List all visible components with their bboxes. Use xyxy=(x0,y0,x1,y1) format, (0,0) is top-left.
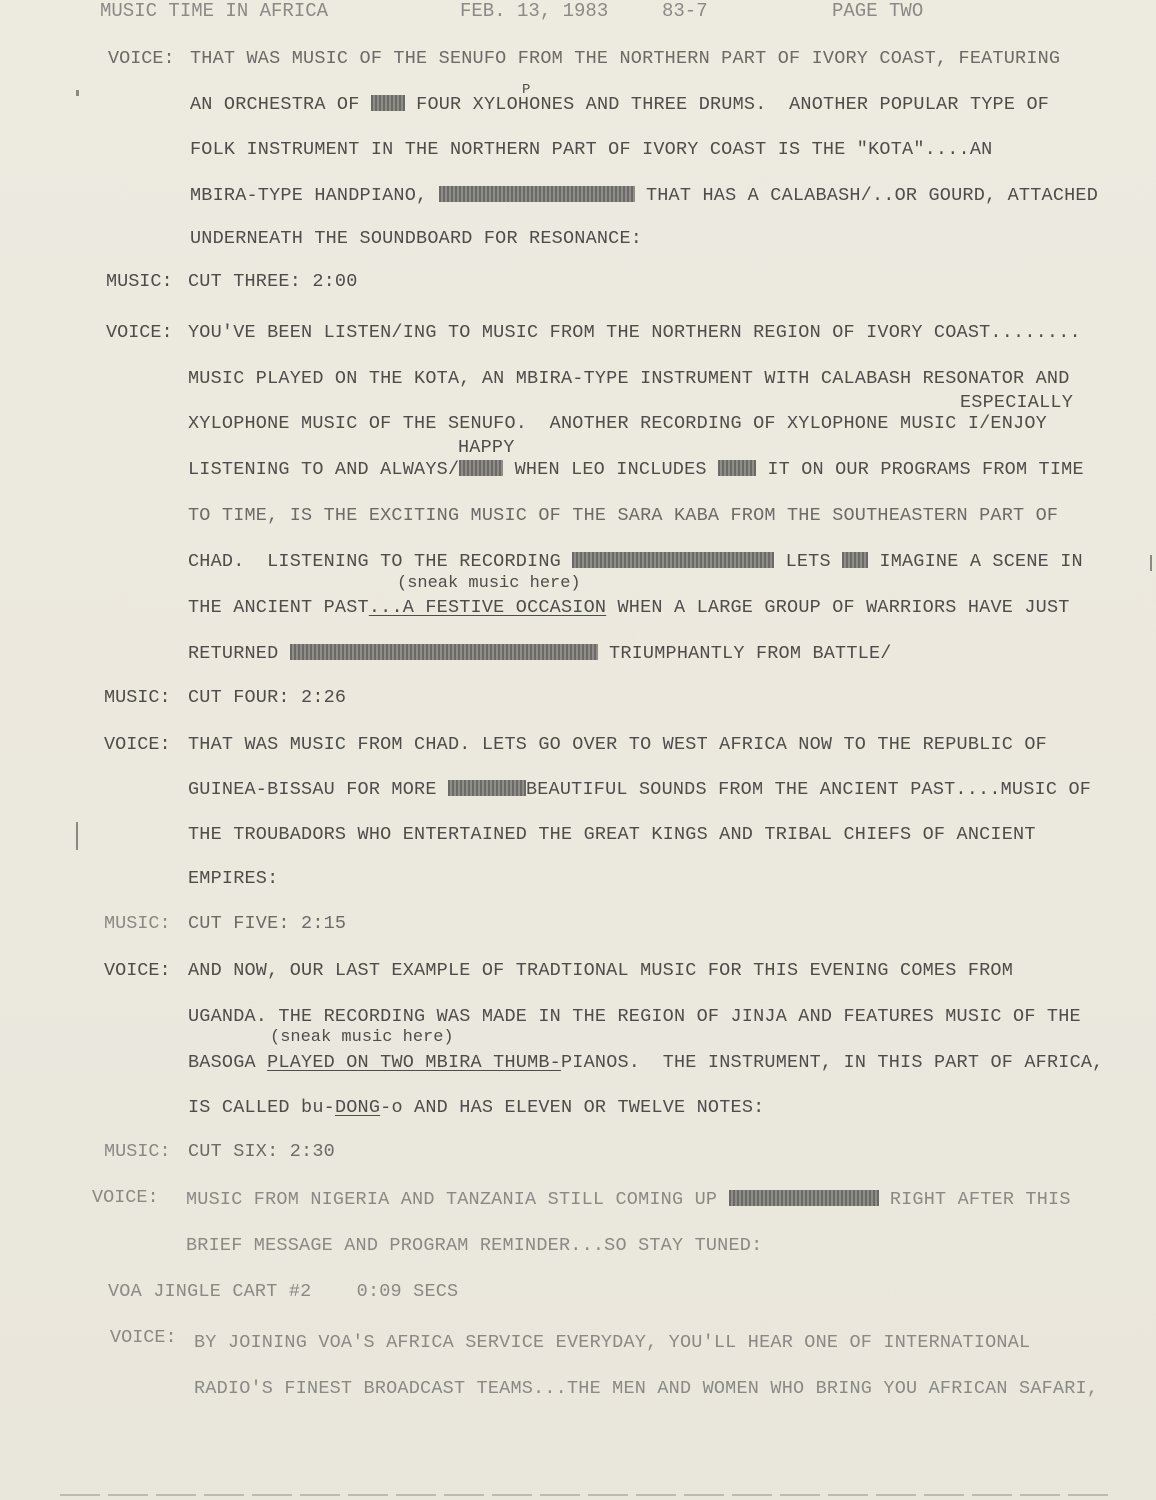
script-line: FOLK INSTRUMENT IN THE NORTHERN PART OF IVORY COAST IS THE "KOTA"....AN xyxy=(190,139,993,160)
script-line: MUSIC FROM NIGERIA AND TANZANIA STILL COMING UP RIGHT AFTER THIS xyxy=(186,1189,1071,1210)
script-line: XYLOPHONE MUSIC OF THE SENUFO. ANOTHER RECORDING OF XYLOPHONE MUSIC I/ENJOY xyxy=(188,413,1047,434)
script-line: BY JOINING VOA'S AFRICA SERVICE EVERYDAY, YOU'LL HEAR ONE OF INTERNATIONAL xyxy=(194,1332,1031,1353)
handwritten-note: (sneak music here) xyxy=(270,1028,454,1047)
music-cue: CUT FIVE: 2:15 xyxy=(188,913,347,934)
script-line: LISTENING TO AND ALWAYS/ WHEN LEO INCLUDES IT ON OUR PROGRAMS FROM TIME xyxy=(188,459,1084,480)
program-title: MUSIC TIME IN AFRICA xyxy=(100,0,329,22)
handwritten-note: (sneak music here) xyxy=(397,574,581,593)
music-cue: CUT FOUR: 2:26 xyxy=(188,687,347,708)
page-header xyxy=(0,0,1156,26)
script-line: BRIEF MESSAGE AND PROGRAM REMINDER...SO STAY TUNED: xyxy=(186,1235,763,1256)
speaker-voice: VOICE: xyxy=(92,1187,159,1208)
script-line: RADIO'S FINEST BROADCAST TEAMS...THE MEN AND WOMEN WHO BRING YOU AFRICAN SAFARI, xyxy=(194,1378,1099,1399)
script-line: MBIRA-TYPE HANDPIANO, THAT HAS A CALABASH/..OR GOURD, ATTACHED xyxy=(190,185,1099,206)
jingle-cue: VOA JINGLE CART #2 0:09 SECS xyxy=(108,1281,459,1302)
broadcast-date: FEB. 13, 1983 xyxy=(460,0,609,22)
speaker-voice: VOICE: xyxy=(104,960,171,981)
speaker-voice: VOICE: xyxy=(106,322,173,343)
speaker-music: MUSIC: xyxy=(104,687,171,708)
speaker-music: MUSIC: xyxy=(104,913,171,934)
music-cue: CUT SIX: 2:30 xyxy=(188,1141,335,1162)
handwritten-insert: P xyxy=(522,82,531,98)
margin-mark xyxy=(76,90,79,96)
script-line: GUINEA-BISSAU FOR MORE BEAUTIFUL SOUNDS FROM THE ANCIENT PAST....MUSIC OF xyxy=(188,779,1092,800)
script-line: BASOGA PLAYED ON TWO MBIRA THUMB-PIANOS. THE INSTRUMENT, IN THIS PART OF AFRICA, xyxy=(188,1052,1104,1073)
script-line: THAT WAS MUSIC FROM CHAD. LETS GO OVER TO WEST AFRICA NOW TO THE REPUBLIC OF xyxy=(188,734,1047,755)
speaker-voice: VOICE: xyxy=(110,1327,177,1348)
program-code: 83-7 xyxy=(662,0,708,22)
script-line: THE ANCIENT PAST...A FESTIVE OCCASION WHEN A LARGE GROUP OF WARRIORS HAVE JUST xyxy=(188,597,1070,618)
bottom-edge-rule xyxy=(60,1494,1110,1496)
handwritten-insert: ESPECIALLY xyxy=(960,392,1074,413)
page-number: PAGE TWO xyxy=(832,0,924,22)
script-line: EMPIRES: xyxy=(188,868,279,889)
script-line: UGANDA. THE RECORDING WAS MADE IN THE REGION OF JINJA AND FEATURES MUSIC OF THE xyxy=(188,1006,1081,1027)
script-line: CHAD. LISTENING TO THE RECORDING LETS IMAGINE A SCENE IN xyxy=(188,551,1083,572)
script-line: AND NOW, OUR LAST EXAMPLE OF TRADTIONAL MUSIC FOR THIS EVENING COMES FROM xyxy=(188,960,1014,981)
music-cue: CUT THREE: 2:00 xyxy=(188,271,358,292)
script-line: YOU'VE BEEN LISTEN/ING TO MUSIC FROM THE NORTHERN REGION OF IVORY COAST........ xyxy=(188,322,1081,343)
speaker-music: MUSIC: xyxy=(104,1141,171,1162)
speaker-voice: VOICE: xyxy=(104,734,171,755)
script-line: UNDERNEATH THE SOUNDBOARD FOR RESONANCE: xyxy=(190,228,643,249)
margin-mark xyxy=(1150,555,1152,571)
script-line: THAT WAS MUSIC OF THE SENUFO FROM THE NORTHERN PART OF IVORY COAST, FEATURING xyxy=(190,48,1061,69)
script-line: TO TIME, IS THE EXCITING MUSIC OF THE SARA KABA FROM THE SOUTHEASTERN PART OF xyxy=(188,505,1059,526)
script-line: RETURNED TRIUMPHANTLY FROM BATTLE/ xyxy=(188,643,892,664)
margin-mark xyxy=(76,822,78,850)
script-line: IS CALLED bu-DONG-o AND HAS ELEVEN OR TWELVE NOTES: xyxy=(188,1097,765,1118)
speaker-music: MUSIC: xyxy=(106,271,173,292)
script-line: MUSIC PLAYED ON THE KOTA, AN MBIRA-TYPE INSTRUMENT WITH CALABASH RESONATOR AND xyxy=(188,368,1070,389)
script-line: AN ORCHESTRA OF FOUR XYLOHONES AND THREE DRUMS. ANOTHER POPULAR TYPE OF xyxy=(190,94,1050,115)
handwritten-insert: HAPPY xyxy=(458,437,515,458)
speaker-voice: VOICE: xyxy=(108,48,175,69)
script-line: THE TROUBADORS WHO ENTERTAINED THE GREAT KINGS AND TRIBAL CHIEFS OF ANCIENT xyxy=(188,824,1036,845)
